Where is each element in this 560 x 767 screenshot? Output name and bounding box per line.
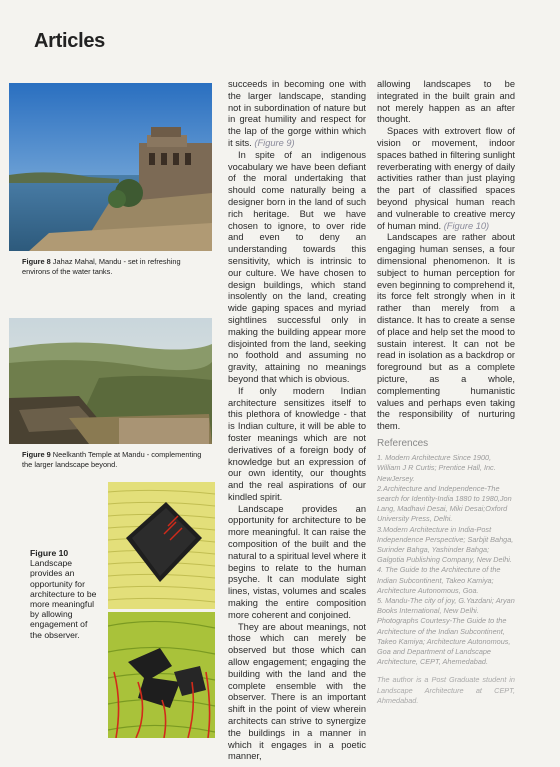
col2-paragraph-1: allowing landscapes to be integrated in the built grain and not merely happen as an after thought. bbox=[377, 79, 515, 125]
col1-paragraph-3: If only modern Indian architecture sensitizes itself to this plethora of knowledge - that is Indian culture, it will be able to foster meanings which are not derivatives of a foreign body of knowledge but an expression of our own identity, our thoughts and the real aspirations of our kindled spirit. bbox=[228, 385, 366, 502]
author-note: The author is a Post Graduate student in Landscape Architecture at CEPT, Ahmedabad. bbox=[377, 675, 515, 705]
figure-9-caption bbox=[22, 450, 207, 469]
figure-10-reference: (Figure 10) bbox=[443, 220, 490, 231]
col1-paragraph-4: Landscape provides an opportunity for architecture to be more meaningful. It can raise the composition of the built and the natural to a spiritual level where it begins to relate to the human psyche. It can modulate sight lines, vistas, volumes and scales making the entire composition more coherent and conjoined. bbox=[228, 503, 366, 620]
figure-10-sketch-top bbox=[108, 482, 215, 609]
reference-item: 3.Modern Architecture in India-Post Independence Perspective; Sarbjit Bahga, Surinder Bahga, Yashinder Bahga; Galgotia Publishing Company, New Delhi. bbox=[377, 524, 514, 565]
col2-p2-text: Spaces with extrovert flow of vision or movement, indoor spaces bathed in filtering sunlight reverberating with energy of daily activities rather than just playing the part of classified spaces beyond physical human reach and vulnerable to creative mercy of human mind. bbox=[377, 126, 515, 231]
figure-8-caption bbox=[22, 257, 207, 276]
section-header: Articles bbox=[34, 30, 105, 52]
col1-paragraph-2: In spite of an indigenous vocabulary we have been defiant of the moral undertaking that should come naturally being a designer born in the land of such rich heritage. But we have chosen to ignore, to over ride and even to deny an understanding towards this sensitivity, which is intrinsic to our culture. We have chosen to design buildings, which stand insolently on the land, creating wide gaping spaces and myriad sightlines successful only in making the building appear more disjointed from the land, seeking no foothold and assuming no gravity, attaining no meanings beyond that which is obvious. bbox=[228, 149, 366, 384]
reference-item: 4. The Guide to the Architecture of the Indian Subcontinent, Takeo Kamiya; Architecture Autonomous, Goa. bbox=[377, 565, 501, 595]
col2-paragraph-3: Landscapes are rather about engaging human senses, a four dimensional phenomenon. It is subject to human perception for even beginning to comprehend it, its force felt strongly when in it rather than merely from a distance. It has to create a sense of place and help set the mood to sustain interest. It can not be read in isolation as a backdrop or foreground but as a complete picture, as a whole, complementing humanistic values and perhaps even taking the responsibility of nurturing them. bbox=[377, 232, 515, 432]
reference-item: 1. Modern Architecture Since 1900, William J R Curtis; Prentice Hall, Inc. NewJersey. bbox=[377, 453, 496, 483]
references bbox=[377, 439, 515, 667]
reference-item: 2.Architecture and Independence-The search for Identity-India 1880 to 1980,Jon Lang, Madhavi Desai, Miki Desai;Oxford University Press, Delhi. bbox=[377, 483, 512, 524]
article-column-2 bbox=[377, 79, 515, 706]
references-title: References bbox=[377, 437, 429, 449]
col2-paragraph-2 bbox=[377, 126, 515, 232]
article-column-1 bbox=[228, 79, 366, 763]
figure-10-label: Figure 10 bbox=[30, 548, 69, 558]
col1-p1-text: succeeds in becoming one with the larger landscape, standing not in subordination of nature but in great humility and respect for the lap of the gorge within which it sits. bbox=[228, 79, 366, 148]
figure-8-text: Jahaz Mahal, Mandu - set in refreshing environs of the water tanks. bbox=[22, 257, 181, 276]
figure-10-caption bbox=[30, 548, 98, 640]
figure-8-photo bbox=[9, 83, 212, 251]
figure-8-label: Figure 8 bbox=[22, 257, 51, 266]
col1-paragraph-1 bbox=[228, 79, 366, 150]
figure-9-text: Neelkanth Temple at Mandu - complementing the larger landscape beyond. bbox=[22, 450, 202, 469]
figure-9-reference: (Figure 9) bbox=[254, 137, 295, 148]
figure-9-photo bbox=[9, 318, 212, 444]
figure-9-label: Figure 9 bbox=[22, 450, 51, 459]
reference-item: 5. Mandu-The city of joy, G.Yazdani; Aryan Books International, New Delhi. Photographs Courtesy-The Guide to the Architecture of the Indian Subcontinent, Takeo Kamiya; Architecture Autonomous, Goa and Department of Landscape Architecture, CEPT, Ahemedabad. bbox=[377, 595, 515, 667]
figure-10-text: Landscape provides an opportunity for architecture to be more meaningful by allowing engagement of the observer. bbox=[30, 558, 97, 640]
col1-paragraph-5: They are about meanings, not those which can merely be observed but those which can allow engagement; engaging the building with the land and the complete ensemble with the observer. There is an important shift in the point of view wherein architects can strive to synergize the buildings in a manner in which it engages in a poetic manner, bbox=[228, 621, 366, 762]
figure-10-sketch-bottom bbox=[108, 612, 215, 738]
